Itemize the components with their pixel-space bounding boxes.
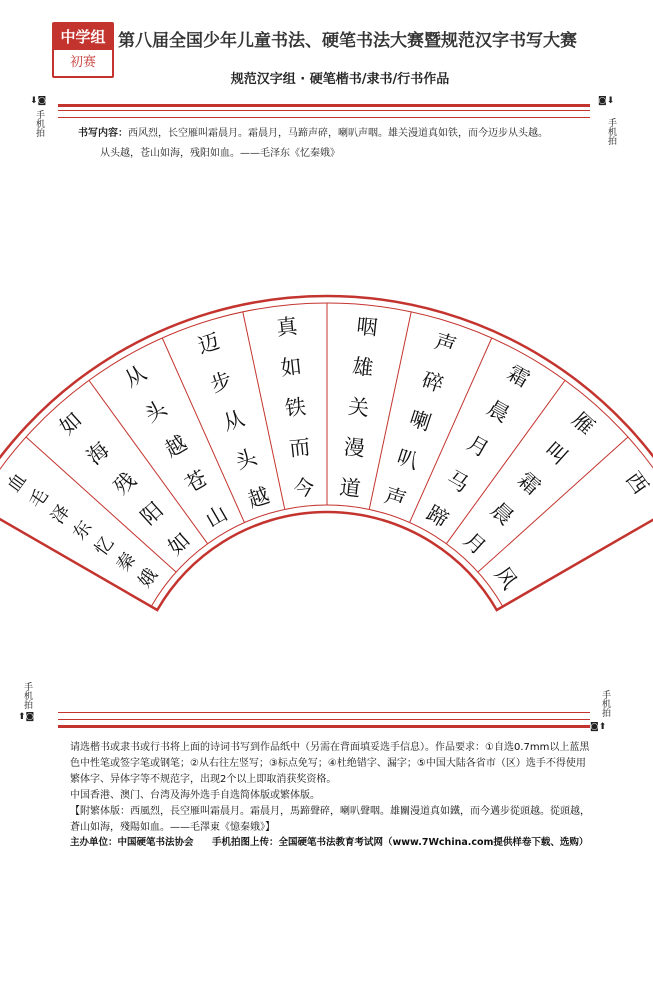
writing-content-label: 书写内容： [78, 128, 128, 139]
fan-character: 忆 [90, 532, 119, 560]
phone-shoot-label-top-right: 手机拍 [606, 118, 616, 145]
bottom-divider-thin [58, 712, 590, 713]
fan-character: 迈 [194, 329, 223, 359]
fan-character: 泽 [47, 501, 75, 529]
fan-character: 漫 [342, 434, 367, 461]
badge-round-label: 初赛 [69, 55, 96, 70]
fan-character: 而 [287, 434, 312, 461]
fan-character: 铁 [283, 394, 308, 421]
requirements-p2: 中国香港、澳门、台湾及海外选手自选简体版或繁体版。 [70, 790, 320, 801]
fan-character: 从 [219, 406, 248, 436]
fan-character: 步 [207, 367, 235, 397]
fan-character: 如 [163, 527, 195, 560]
fan-character: 马 [442, 465, 473, 498]
fan-character: 关 [346, 394, 371, 421]
fan-character: 蹄 [422, 500, 453, 533]
fan-character: 越 [245, 483, 273, 513]
fan-character: 喇 [406, 406, 435, 436]
fan-character: 毛 [25, 485, 53, 513]
upload-text: 手机拍图上传：全国硬笔书法教育考试网（www.7Wchina.com提供样卷下载、选购） [212, 837, 589, 848]
bottom-divider [58, 725, 590, 728]
fan-character: 霜 [513, 467, 545, 500]
bottom-divider-thin-2 [58, 719, 590, 720]
fan-slot-divider [243, 312, 285, 513]
fan-character: 晨 [486, 497, 518, 530]
page-title: 第八届全国少年儿童书法、硬笔书法大赛暨规范汉字书写大赛 [118, 31, 577, 51]
writing-content-line2: 从头越，苍山如海，残阳如血。——毛泽东《忆秦娥》 [100, 148, 340, 159]
fan-character: 月 [462, 430, 494, 463]
fan-character: 声 [431, 329, 460, 359]
fan-character: 月 [459, 527, 491, 560]
fan-character: 晨 [483, 395, 514, 428]
camera-icon-bottom-right: ◙⬆ [590, 722, 607, 732]
fan-character: 霜 [503, 360, 534, 392]
fan-character: 越 [160, 430, 192, 463]
fan-character: 咽 [355, 314, 379, 341]
camera-icon-bottom-left: ⬆◙ [18, 712, 35, 722]
badge-group-label: 中学组 [54, 24, 112, 50]
phone-shoot-label-top-left: 手机拍 [34, 110, 44, 137]
fan-character: 雁 [567, 407, 600, 440]
phone-shoot-label-bottom-right: 手机拍 [600, 690, 610, 717]
fan-character: 碎 [419, 367, 447, 397]
fan-character: 叭 [394, 444, 422, 474]
fan-character: 阳 [136, 497, 168, 530]
fan-character: 西 [620, 467, 653, 499]
fan-character: 如 [279, 354, 303, 381]
fan-character: 头 [140, 395, 171, 428]
fan-character: 海 [81, 437, 114, 470]
fan-character: 今 [292, 475, 316, 502]
organizer-text: 主办单位：中国硬笔书法协会 [70, 837, 194, 848]
fan-character: 苍 [181, 465, 212, 498]
phone-shoot-label-bottom-left: 手机拍 [22, 682, 32, 709]
fan-group [0, 296, 653, 610]
fan-character: 东 [68, 517, 97, 544]
fan-character: 风 [489, 562, 522, 594]
fan-character: 如 [54, 407, 87, 440]
fan-slot-divider [369, 312, 411, 513]
fan-character: 娥 [134, 564, 162, 592]
fan-character: 秦 [112, 548, 141, 576]
fan-character: 声 [381, 483, 409, 513]
fan-character: 血 [3, 469, 31, 497]
requirements-p1: 请选楷书或隶书或行书将上面的诗词书写到作品纸中（另需在背面填妥选手信息）。作品要求：①自选0.7mm以上蓝黑色中性笔或签字笔或钢笔；②从右往左竖写；③标点免写；④杜绝错字、漏字；⑤中国大陆各省市（区）选手不得使用繁体字、异体字等不规范字，出现2个以上即取消获奖资格。 [70, 742, 590, 785]
writing-content-line1: 西风烈，长空雁叫霜晨月。霜晨月，马蹄声碎，喇叭声咽。雄关漫道真如铁，而今迈步从头越。 [128, 128, 548, 139]
requirements-block [70, 740, 590, 836]
page-subtitle: 规范汉字组 · 硬笔楷书/隶书/行书作品 [230, 72, 450, 87]
camera-icon-top-left: ⬇◙ [30, 96, 47, 106]
fan-character: 山 [201, 500, 232, 533]
fan-character: 雄 [351, 354, 375, 381]
fan-character: 叫 [540, 437, 573, 470]
requirements-p3-label: 【附繁体版： [70, 806, 130, 817]
fan-character: 真 [275, 314, 299, 341]
fan-character: 头 [232, 444, 260, 474]
camera-icon-top-right: ◙⬇ [598, 96, 615, 106]
fan-character: 从 [120, 360, 151, 392]
fan-character: 道 [338, 475, 362, 502]
fan-character: 残 [109, 467, 141, 500]
requirements-p3: 西風烈，長空雁叫霜晨月。霜晨月，馬蹄聲碎，喇叭聲咽。雄關漫道真如鐵，而今邁步從頭越。從頭越，蒼山如海，殘陽如血。——毛澤東《憶秦娥》】 [70, 806, 590, 833]
